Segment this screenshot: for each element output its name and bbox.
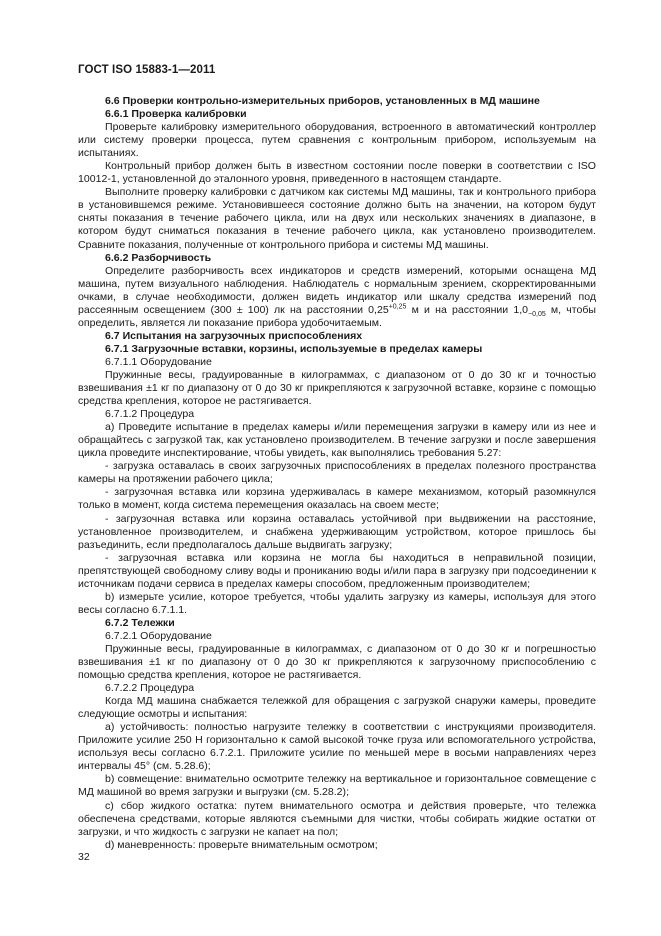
list-item: d) маневренность: проверьте внимательным осмотром; bbox=[105, 838, 378, 851]
list-item: - загрузочная вставка или корзина удерживалась в камере механизмом, который разомкнулся только в момент, когда система перемещения оказалась на своем месте; bbox=[78, 486, 596, 512]
section-heading-6-6-2: 6.6.2 Разборчивость bbox=[105, 251, 212, 264]
paragraph: Выполните проверку калибровки с датчиком как системы МД машины, так и контрольного прибора в установившемся режиме. Установившееся состояние должно быть на значении, на котором будут сняты показания в течение рабочего цикла, или на двух или нескольких значениях в диапазоне, в котором будут сниматься показания в течение рабочего цикла, как установлено производителем. Сравните показания, полученные от контрольного прибора и системы МД машины. bbox=[78, 186, 596, 251]
list-item: а) устойчивость: полностью нагрузите тележку в соответствии с инструкциями производителя. Приложите усилие 250 Н горизонтально к самой высокой точке груза или вспомогательного устройства, используя весы согласно 6.7.2.1. Приложите усилие по меньшей мере в восьми направлениях через интервалы 45° (см. 5.28.6); bbox=[78, 721, 596, 773]
list-item: b) измерьте усилие, которое требуется, чтобы удалить загрузку из камеры, используя для этого весы согласно 6.7.1.1. bbox=[78, 590, 596, 616]
section-heading-6-6-1: 6.6.1 Проверка калибровки bbox=[105, 108, 247, 121]
legibility-text-before: Определите разборчивость всех индикаторов и средств измерений, которыми оснащена МД машина, путем визуального наблюдения. Наблюдатель с нормальным зрением, скорректированными очками, в случае необходимости, должен видеть индикатор или шкалу средства измерений под рассеянным освещением (300 ± 100) лк на расстоянии 0,25 bbox=[78, 264, 596, 316]
list-item: - загрузочная вставка или корзина оставалась устойчивой при выдвижении на расстояние, установленное производителем, и снабжена удерживающим устройством, которое пришлось бы разъединить, если предполагалось дальше выдвигать загрузку; bbox=[78, 512, 596, 551]
paragraph: Контрольный прибор должен быть в известном состоянии после поверки в соответствии с ISO 10012-1, установленной до эталонного уровня, приведенного в настоящем стандарте. bbox=[78, 160, 596, 186]
section-heading-6-6: 6.6 Проверки контрольно-измерительных приборов, установленных в МД машине bbox=[105, 95, 540, 107]
legibility-tolerance-sub: −0,05 bbox=[528, 310, 546, 318]
list-item: - загрузка оставалась в своих загрузочных приспособлениях в пределах полезного пространства камеры на протяжении рабочего цикла; bbox=[78, 460, 596, 486]
subsection-title: 6.7.1.1 Оборудование bbox=[105, 355, 212, 368]
section-heading-6-7-1: 6.7.1 Загрузочные вставки, корзины, используемые в пределах камеры bbox=[105, 342, 483, 355]
list-item: - загрузочная вставка или корзина не могла бы находиться в неправильной позиции, препятствующей свободному сливу воды и прониканию воды и/или пара в загрузку при подсоединении к источникам подачи сервиса в пределах камеры способом, предложенным производителем; bbox=[78, 551, 596, 590]
page-number: 32 bbox=[78, 851, 90, 863]
section-heading-6-7: 6.7 Испытания на загрузочных приспособлениях bbox=[105, 329, 363, 342]
paragraph: Пружинные весы, градуированные в килограммах, с диапазоном от 0 до 30 кг и погрешностью взвешивания ±1 кг по диапазону от 0 до 30 кг прикрепляются к загрузочному приспособлению с помощью средства крепления, которое не растягивается. bbox=[78, 642, 596, 682]
legibility-paragraph bbox=[78, 265, 596, 330]
legibility-text-after: м, чтобы определить, является ли показание прибора удобочитаемым. bbox=[78, 303, 596, 329]
paragraph: Когда МД машина снабжается тележкой для обращения с загрузкой снаружи камеры, проведите следующие осмотры и испытания: bbox=[78, 695, 596, 721]
legibility-text-mid: м и на расстоянии 1,0 bbox=[406, 303, 529, 316]
subsection-title: 6.7.1.2 Процедура bbox=[105, 408, 195, 421]
paragraph: Пружинные весы, градуированные в килограммах, с диапазоном от 0 до 30 кг и точностью взвешивания ±1 кг по диапазону от 0 до 30 кг прикрепляются к загрузочной вставке, корзине с помощью средства крепления, которое не растягивается. bbox=[78, 368, 596, 408]
list-item: а) Проведите испытание в пределах камеры и/или перемещения загрузки в камеру или из нее и обращайтесь с загрузкой так, как установлено производителем. В течение загрузки и после завершения цикла проведите инспектирование, чтобы увидеть, как выполнялись требования 5.27: bbox=[78, 421, 596, 460]
document-header: ГОСТ ISO 15883-1—2011 bbox=[78, 64, 216, 76]
document-body bbox=[78, 95, 596, 852]
list-item: с) сбор жидкого остатка: путем внимательного осмотра и действия проверьте, что тележка обеспечена средствами, которые являются съемными для чистки, чтобы собирать жидкие остатки от загрузки, и что жидкость с загрузки не капает на пол; bbox=[78, 799, 596, 838]
section-heading-6-7-2: 6.7.2 Тележки bbox=[105, 616, 175, 629]
list-item: b) совмещение: внимательно осмотрите тележку на вертикальное и горизонтальное совмещение с МД машиной во время загрузки и выгрузки (см. 5.28.2); bbox=[78, 773, 596, 799]
subsection-title: 6.7.2.1 Оборудование bbox=[105, 629, 212, 642]
legibility-tolerance-sup: +0,25 bbox=[388, 303, 407, 311]
paragraph: Проверьте калибровку измерительного оборудования, встроенного в автоматический контроллер или систему проверки процесса, путем сравнения с контрольным прибором, используемым на испытаниях. bbox=[78, 121, 596, 160]
subsection-title: 6.7.2.2 Процедура bbox=[105, 682, 195, 695]
